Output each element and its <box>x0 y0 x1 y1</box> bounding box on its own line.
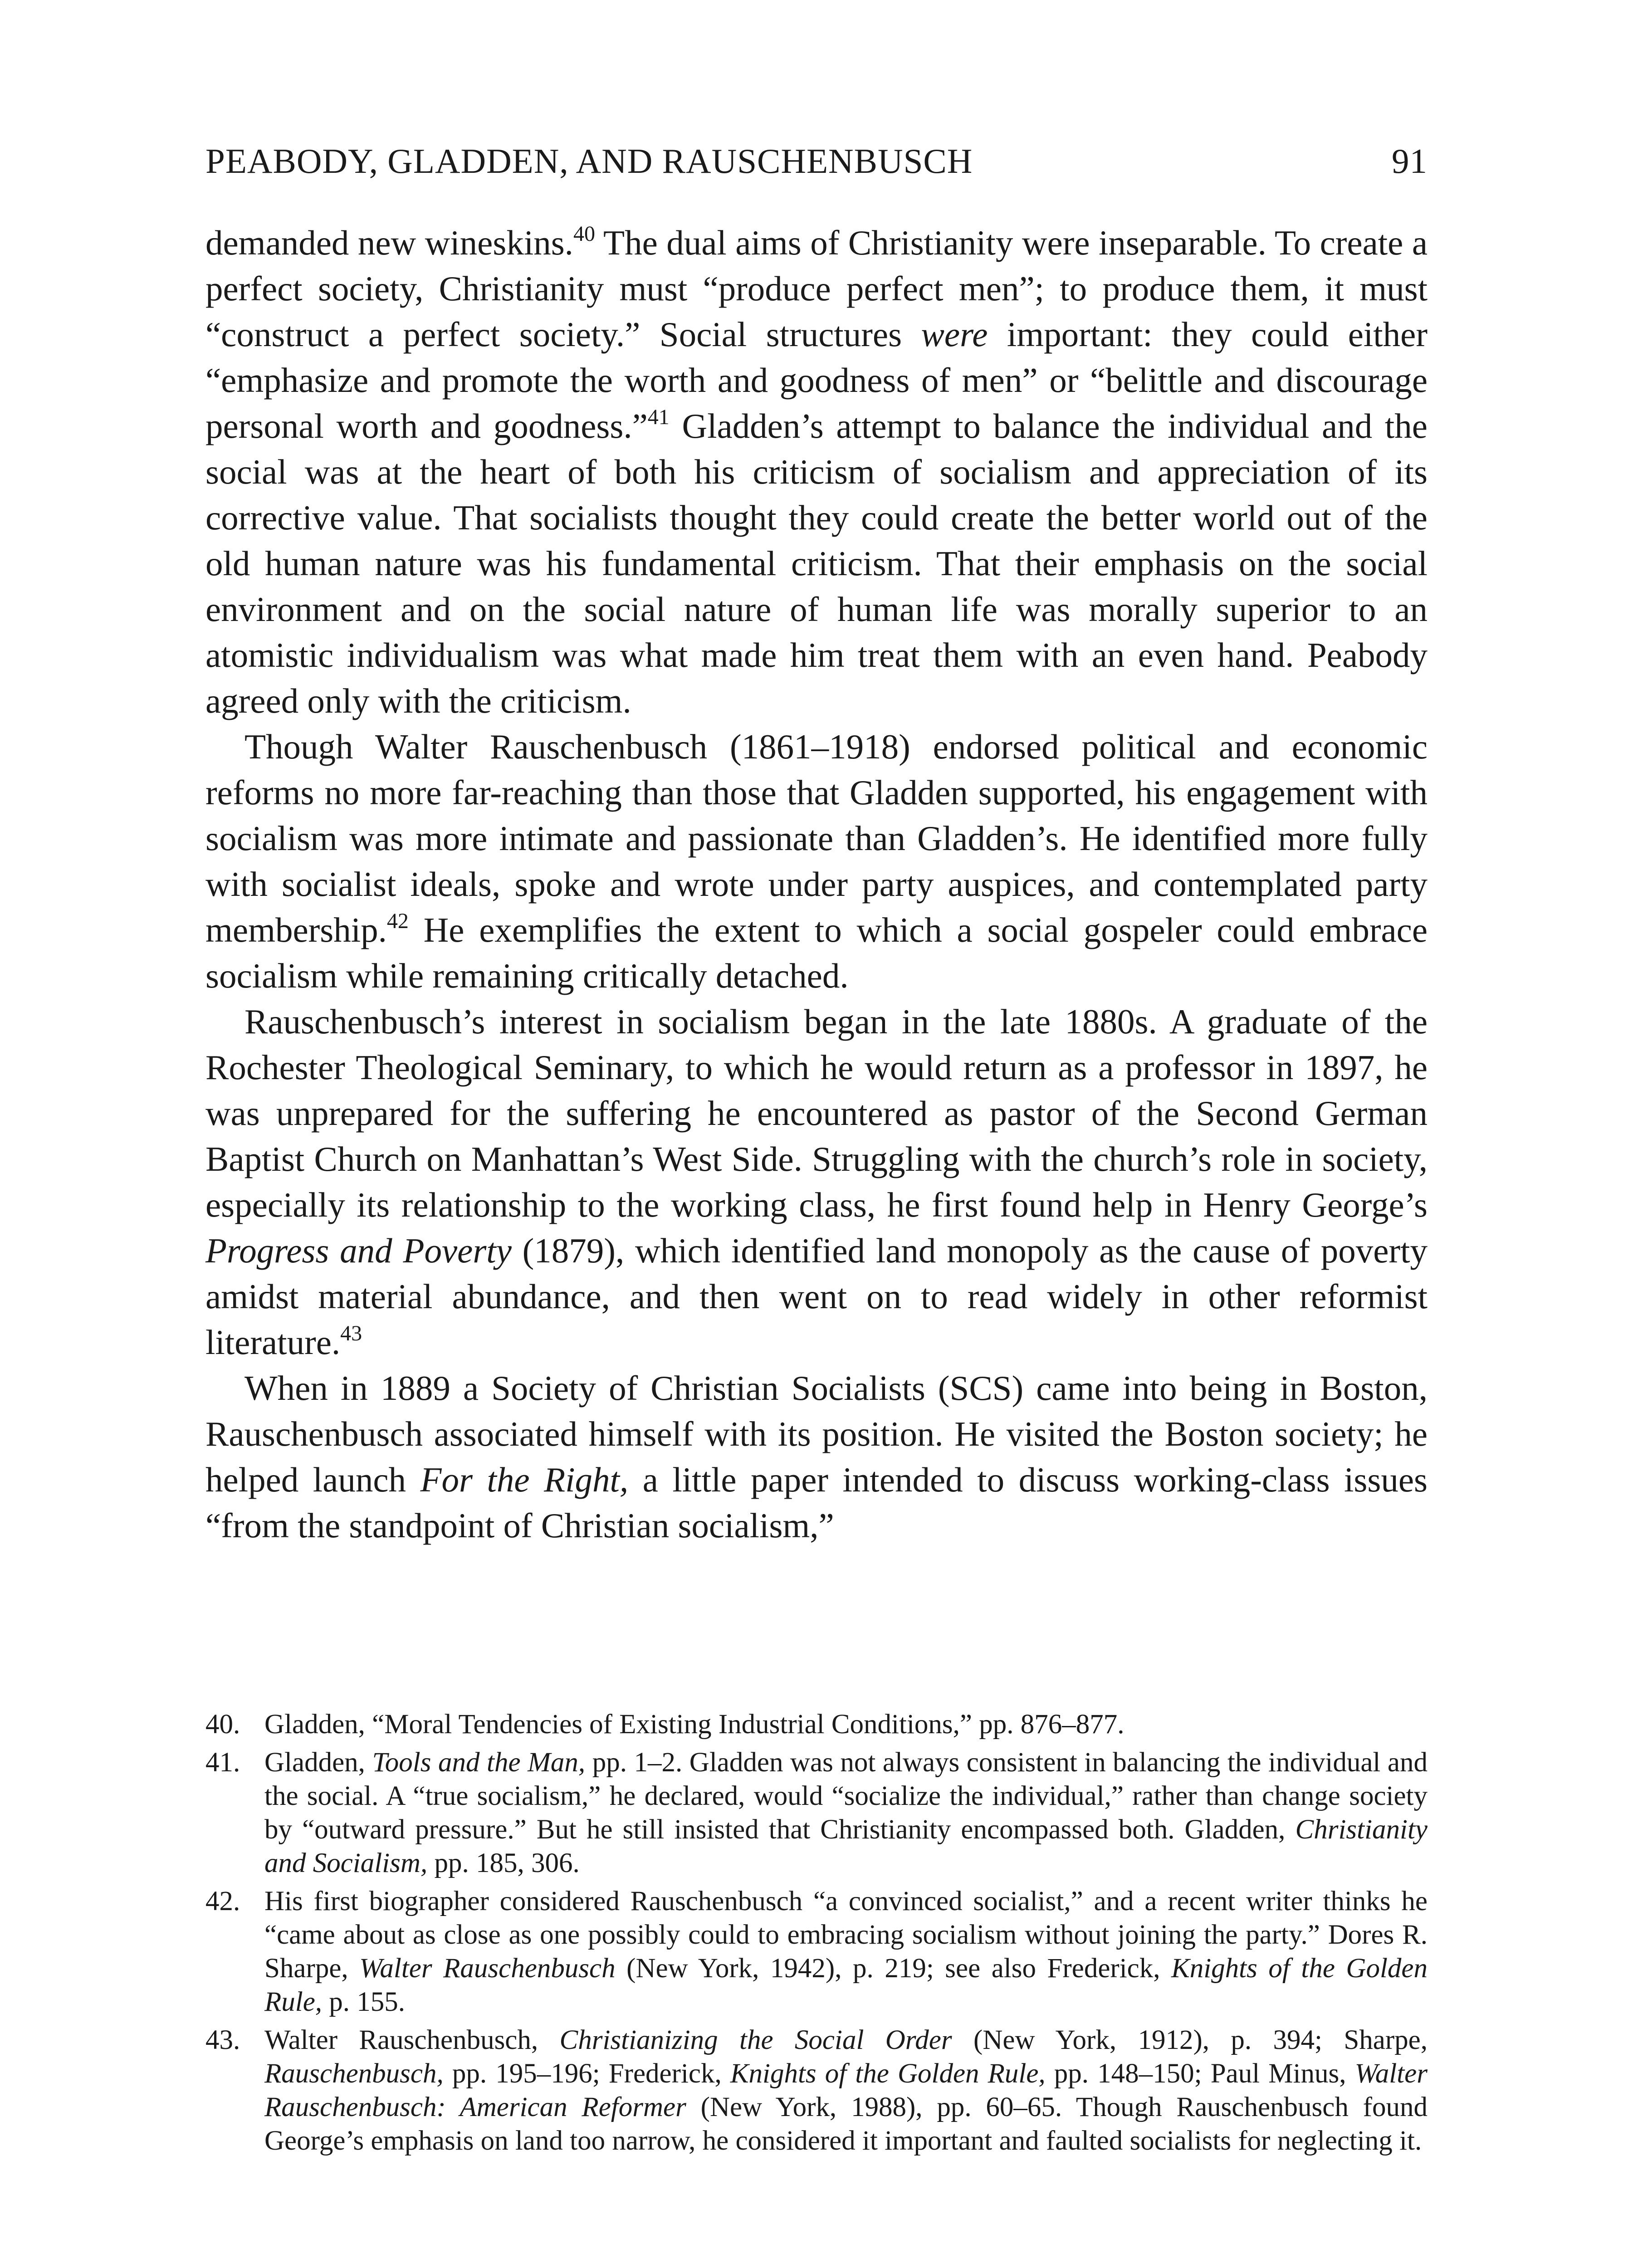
text-run: The dual aims of Christianity were inseparable. To create a perfect society, Christianity must “produce perfect men”; to produce them, it must “construct a perfect society.” Social structures <box>205 223 1428 354</box>
text-run: pp. 185, 306. <box>427 1848 580 1878</box>
paragraph-1 <box>205 220 1428 724</box>
footnote-ref-43: 43 <box>340 1321 362 1345</box>
running-header <box>205 136 1428 186</box>
italic-run: Knights of the Golden Rule, <box>730 2058 1046 2089</box>
text-run: Gladden’s attempt to balance the individual and the social was at the heart of both his criticism of socialism and appreciation of its corrective value. That socialists thought they could create the better world out of the old human nature was his fundamental criticism. That their emphasis on the social environment and on the social nature of human life was morally superior to an atomistic individualism was what made him treat them with an even hand. Peabody agreed only with the criticism. <box>205 406 1428 720</box>
italic-run: Christianizing the Social Order <box>559 2025 952 2055</box>
text-run: pp. 195–196; Frederick, <box>443 2058 730 2089</box>
text-run: Though Walter Rauschenbusch (1861–1918) endorsed political and economic reforms no more far-reaching than those that Gladden supported, his engagement with socialism was more intimate and passionate than Gladden’s. He identified more fully with socialist ideals, spoke and wrote under party auspices, and contemplated party membership. <box>205 727 1428 949</box>
page-number: 91 <box>1392 142 1428 181</box>
text-run: pp. 1–2. Gladden was not always consistent in balancing the individual and the social. A “true socialism,” he declared, would “socialize the individual,” rather than change society by “outward pressure.” But he still insisted that Christianity encompassed both. Gladden, <box>264 1747 1428 1845</box>
text-run: When in 1889 a Society of Christian Socialists (SCS) came into being in Boston, Rauschenbusch associated himself with its position. He visited the Boston society; he helped launch <box>205 1369 1428 1499</box>
italic-run: were <box>921 315 988 354</box>
text-run: p. 155. <box>322 1987 406 2017</box>
footnotes <box>205 1708 1428 2162</box>
footnote-41 <box>205 1746 1428 1880</box>
italic-run: Walter Rauschenbusch: American Reformer <box>264 2058 1428 2122</box>
text-run: Rauschenbusch’s interest in socialism began in the late 1880s. A graduate of the Rochester Theological Seminary, to which he would return as a professor in 1897, he was unprepared for the suffering he encountered as pastor of the Second German Baptist Church on Manhattan’s West Side. Struggling with the church’s role in society, especially its relationship to the working class, he first found help in Henry George’s <box>205 1002 1428 1224</box>
text-run: Gladden, “Moral Tendencies of Existing Industrial Conditions,” pp. 876–877. <box>264 1709 1125 1740</box>
italic-run: Christianity and Socialism, <box>264 1814 1428 1878</box>
italic-run: For the Right, <box>420 1460 629 1499</box>
text-run: demanded new wineskins. <box>205 223 573 262</box>
text-run: He exemplifies the extent to which a social gospeler could embrace socialism while remaining critically detached. <box>205 910 1428 995</box>
main-text <box>205 220 1428 1549</box>
text-run: Walter Rauschenbusch, <box>264 2025 560 2055</box>
text-run: (1879), which identified land monopoly as the cause of poverty amidst material abundance, and then went on to read widely in other reformist literature. <box>205 1231 1428 1362</box>
footnote-number: 43. <box>205 2025 240 2055</box>
text-run: (New York, 1912), p. 394; Sharpe, <box>952 2025 1428 2055</box>
footnote-ref-40: 40 <box>573 222 595 246</box>
text-run: important: they could either “emphasize and promote the worth and goodness of men” or “belittle and discourage personal worth and goodness.” <box>205 315 1428 445</box>
italic-run: Progress and Poverty <box>205 1231 512 1270</box>
footnote-43 <box>205 2024 1428 2158</box>
text-run: (New York, 1942), p. 219; see also Frederick, <box>615 1953 1172 1984</box>
paragraph-4 <box>205 1365 1428 1549</box>
footnote-number: 41. <box>205 1747 240 1778</box>
text-run: a little paper intended to discuss working-class issues “from the standpoint of Christian socialism,” <box>205 1460 1428 1545</box>
footnote-number: 42. <box>205 1886 240 1916</box>
italic-run: Tools and the Man, <box>372 1747 586 1778</box>
paragraph-3 <box>205 999 1428 1365</box>
text-run: pp. 148–150; Paul Minus, <box>1045 2058 1355 2089</box>
text-run: Gladden, <box>264 1747 372 1778</box>
text-run: (New York, 1988), pp. 60–65. Though Rauschenbusch found George’s emphasis on land too narrow, he considered it important and faulted socialists for neglecting it. <box>264 2092 1428 2156</box>
text-run: His first biographer considered Rauschenbusch “a convinced socialist,” and a recent writer thinks he “came about as close as one possibly could to embracing socialism without joining the party.” Dores R. Sharpe, <box>264 1886 1428 1984</box>
footnote-40 <box>205 1708 1428 1741</box>
footnote-ref-42: 42 <box>386 909 409 933</box>
paragraph-2 <box>205 724 1428 999</box>
italic-run: Rauschenbusch, <box>264 2058 444 2089</box>
italic-run: Knights of the Golden Rule, <box>264 1953 1428 2017</box>
running-title: PEABODY, GLADDEN, AND RAUSCHENBUSCH <box>205 142 973 181</box>
footnote-42 <box>205 1885 1428 2019</box>
footnote-ref-41: 41 <box>647 405 670 429</box>
footnote-number: 40. <box>205 1709 240 1740</box>
italic-run: Walter Rauschenbusch <box>359 1953 616 1984</box>
